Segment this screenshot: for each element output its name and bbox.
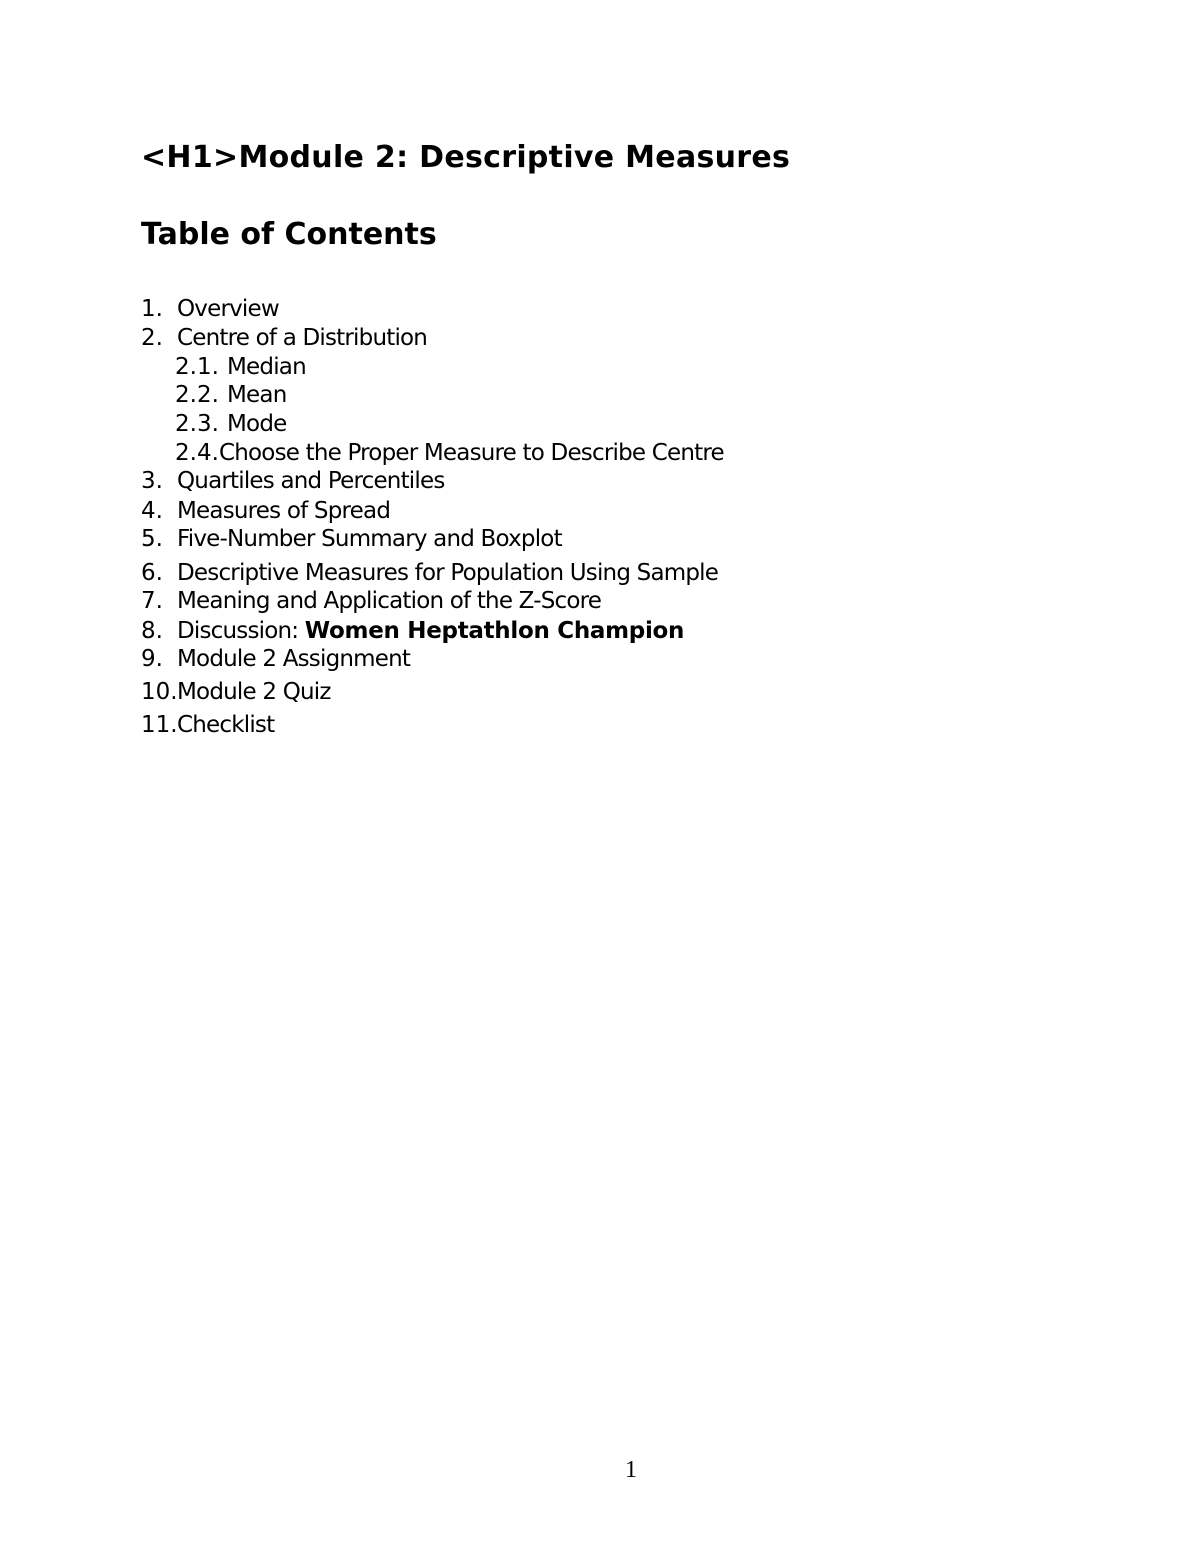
toc-item-number: 1. [141,296,163,322]
toc-item-number: 3. [141,468,163,494]
toc-item-number: 7. [141,588,163,614]
toc-item-label: Meaning and Application of the Z-Score [177,588,602,614]
toc-item-number: 10. [141,679,178,705]
toc-item-label: Median [227,354,306,380]
toc-item-label: Module 2 Quiz [177,679,331,705]
toc-title: Table of Contents [141,217,437,252]
toc-item-number: 9. [141,646,163,672]
toc-item-number: 2.3. [175,411,219,437]
toc-item-label: Discussion: [177,618,299,644]
toc-item-label: Checklist [177,712,275,738]
toc-item-number: 5. [141,526,163,552]
toc-item-number: 2.2. [175,382,219,408]
toc-item-label: Descriptive Measures for Population Using Sample [177,560,719,586]
toc-item-number: 11. [141,712,178,738]
toc-item-number: 8. [141,618,163,644]
toc-item-number: 4. [141,498,163,524]
toc-item-number: 2. [141,325,163,351]
toc-item-bold-label: Women Heptathlon Champion [304,618,685,644]
toc-item-label: Five-Number Summary and Boxplot [177,526,562,552]
toc-item-label: Mode [227,411,287,437]
toc-item-label: Mean [227,382,287,408]
toc-item-label: Module 2 Assignment [177,646,411,672]
toc-item-label: Measures of Spread [177,498,391,524]
page-number: 1 [625,1457,637,1483]
toc-item-number: 2.1. [175,354,219,380]
page-title: <H1>Module 2: Descriptive Measures [141,140,791,175]
toc-item-number: 6. [141,560,163,586]
toc-item-number: 2.4. [175,440,219,466]
toc-item-label: Quartiles and Percentiles [177,468,445,494]
toc-item-label: Choose the Proper Measure to Describe Centre [219,440,724,466]
toc-item-label: Overview [177,296,279,322]
toc-item-label: Centre of a Distribution [177,325,428,351]
